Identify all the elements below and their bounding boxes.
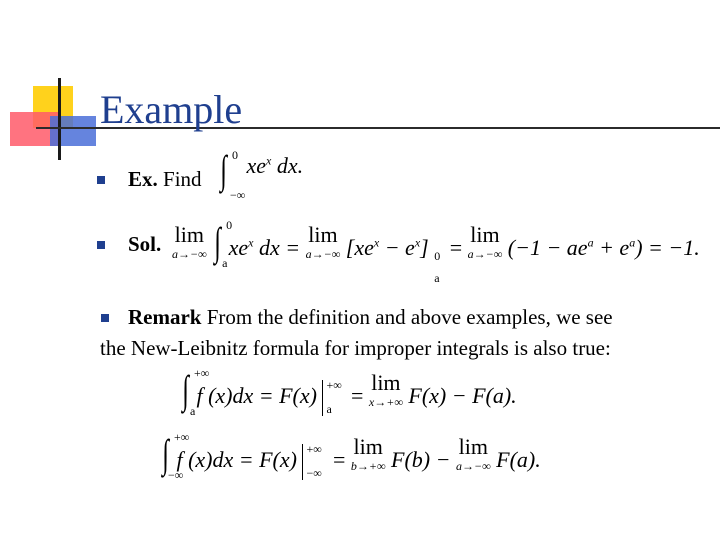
integral-sign: ∫ (214, 219, 221, 264)
f1-eval-upper: +∞ (326, 377, 342, 392)
f2-lim2-under: a→−∞ (455, 459, 491, 473)
sol-bracket-exp1: x (373, 235, 380, 250)
ex-exp: x (266, 153, 272, 168)
f2-eval-lower: −∞ (306, 465, 322, 480)
sol-eval-lower: a (434, 271, 440, 285)
integral-sign: ∫ (162, 431, 169, 476)
sol-expression (172, 218, 700, 285)
f2-mid: F(b) − (391, 447, 451, 472)
ex-integral (218, 147, 304, 202)
sol-bracket-exp2: x (414, 235, 421, 250)
f1-eq: = (350, 383, 364, 408)
f2-int-upper: +∞ (174, 430, 190, 444)
ex-label: Ex. (128, 167, 158, 191)
decor-vertical-line (58, 78, 61, 160)
sol-lim3: lim (470, 222, 500, 247)
sol-integrand: xe (228, 235, 249, 260)
f1-eval-lower: a (326, 401, 332, 416)
sol-bracket-content: [xe (345, 235, 374, 260)
sol-lim2-under: a→−∞ (305, 247, 341, 261)
bullet-sol (97, 241, 105, 249)
f2-eq: = (332, 447, 346, 472)
f1-lim-under: x→+∞ (368, 395, 403, 409)
sol-lim1: lim (174, 222, 204, 247)
bullet-ex (97, 176, 105, 184)
sol-dx: dx = (258, 235, 301, 260)
sol-int-upper: 0 (226, 218, 233, 232)
f2-left: f (x)dx = F(x) (176, 447, 297, 472)
sol-lim3-under: a→−∞ (467, 247, 503, 261)
sol-final: (−1 − ae (507, 235, 588, 260)
sol-bracket-close: ] (420, 235, 429, 260)
f2-eval-upper: +∞ (306, 441, 322, 456)
sol-exp: x (248, 235, 254, 250)
sol-eval-upper: 0 (434, 249, 441, 263)
sol-bracket-mid: − e (379, 235, 415, 260)
slide-title: Example (100, 87, 243, 132)
sol-final-exp1: a (587, 235, 594, 250)
remark-line2: the New-Leibnitz formula for improper integrals is also true: (100, 336, 611, 360)
ex-int-upper: 0 (232, 148, 238, 162)
sol-eq: = (449, 235, 463, 260)
formula1 (180, 366, 517, 418)
ex-line (128, 167, 202, 192)
remark-line1 (128, 305, 613, 330)
sol-final-end: ) = −1. (635, 235, 700, 260)
sol-final-mid: + e (593, 235, 630, 260)
f2-right: F(a). (496, 447, 541, 472)
sol-label: Sol. (128, 232, 162, 256)
formula2 (160, 430, 541, 482)
f2-int-lower: −∞ (168, 468, 184, 482)
sol-lim2: lim (308, 222, 338, 247)
f2-lim1: lim (353, 434, 383, 459)
ex-int-lower: −∞ (230, 188, 246, 202)
f1-int-upper: +∞ (194, 366, 210, 380)
f1-int-lower: a (190, 404, 196, 418)
f2-lim2: lim (458, 434, 488, 459)
remark-text1: From the definition and above examples, we see (201, 305, 613, 329)
decor-blue-square (50, 116, 96, 146)
f1-left: f (x)dx = F(x) (196, 383, 317, 408)
sol-final-exp2: a (629, 235, 636, 250)
f2-lim1-under: b→+∞ (350, 459, 386, 473)
f1-right: F(x) − F(a). (408, 383, 517, 408)
bullet-remark (101, 314, 109, 322)
sol-lim1-under: a→−∞ (172, 247, 207, 261)
f1-lim: lim (371, 370, 401, 395)
sol-int-lower: a (222, 256, 228, 270)
integral-sign: ∫ (182, 367, 189, 412)
remark-label: Remark (128, 305, 202, 329)
ex-text: Find (163, 167, 202, 191)
ex-integrand: xe (246, 153, 266, 178)
ex-dx: dx. (276, 153, 304, 178)
integral-sign: ∫ (220, 147, 227, 192)
